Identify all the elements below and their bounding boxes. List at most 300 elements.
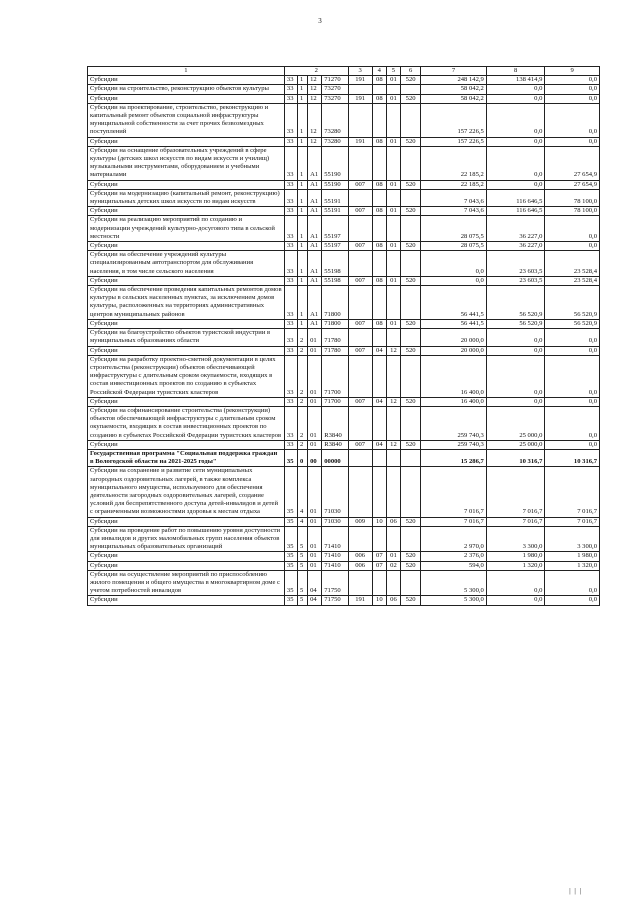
code-direction: 71030 (322, 517, 348, 526)
amount-col8: 0,0 (486, 180, 545, 189)
code-direction: 71780 (322, 346, 348, 355)
header-cell: 6 (401, 67, 421, 76)
amount-col7: 594,0 (421, 561, 487, 570)
amount-col9: 23 528,4 (545, 251, 600, 277)
table-row (88, 286, 600, 320)
code-subprogram: 1 (298, 94, 308, 103)
code-section (372, 355, 386, 397)
amount-col9: 1 980,0 (545, 552, 600, 561)
header-cell: 9 (545, 67, 600, 76)
amount-col7: 56 441,5 (421, 286, 487, 320)
code-subsection: 01 (386, 137, 400, 146)
code-subprogram: 1 (298, 103, 308, 137)
code-ministry (348, 355, 372, 397)
row-name: Субсидии на обеспечение учреждений культуры специализированным автотранспортом для обслуживания населения, в том числе сельского населения (88, 251, 285, 277)
row-name: Субсидии (88, 561, 285, 570)
row-name: Субсидии (88, 517, 285, 526)
code-subsection: 02 (386, 561, 400, 570)
code-event: 01 (308, 526, 322, 552)
code-subsection (386, 103, 400, 137)
code-section: 08 (372, 242, 386, 251)
code-section (372, 526, 386, 552)
code-subsection: 01 (386, 319, 400, 328)
amount-col9: 0,0 (545, 596, 600, 605)
code-expense-type: 520 (401, 346, 421, 355)
code-expense-type: 520 (401, 242, 421, 251)
amount-col8: 56 520,9 (486, 286, 545, 320)
code-program: 33 (284, 76, 297, 85)
code-direction: R3840 (322, 406, 348, 440)
amount-col9: 0,0 (545, 355, 600, 397)
code-program: 33 (284, 146, 297, 180)
table-row (88, 561, 600, 570)
code-event: 01 (308, 397, 322, 406)
code-expense-type: 520 (401, 207, 421, 216)
amount-col7: 0,0 (421, 276, 487, 285)
amount-col9: 0,0 (545, 440, 600, 449)
code-ministry (348, 189, 372, 206)
amount-col8: 25 000,0 (486, 440, 545, 449)
code-subsection (386, 570, 400, 596)
table-row (88, 180, 600, 189)
table-row (88, 76, 600, 85)
code-section: 08 (372, 319, 386, 328)
table-row (88, 137, 600, 146)
code-expense-type (401, 355, 421, 397)
table-row (88, 397, 600, 406)
code-ministry: 191 (348, 137, 372, 146)
code-section (372, 146, 386, 180)
code-event: 12 (308, 137, 322, 146)
amount-col7: 28 075,5 (421, 216, 487, 242)
table-row (88, 319, 600, 328)
row-name: Субсидии (88, 242, 285, 251)
code-subprogram: 4 (298, 467, 308, 517)
code-subprogram: 1 (298, 180, 308, 189)
table-row (88, 596, 600, 605)
code-expense-type: 520 (401, 552, 421, 561)
code-expense-type: 520 (401, 440, 421, 449)
code-section (372, 286, 386, 320)
code-event: 12 (308, 85, 322, 94)
code-direction: 71800 (322, 319, 348, 328)
amount-col8: 0,0 (486, 137, 545, 146)
code-expense-type: 520 (401, 76, 421, 85)
code-ministry: 006 (348, 561, 372, 570)
code-event: A1 (308, 146, 322, 180)
code-program: 33 (284, 319, 297, 328)
code-direction: 71780 (322, 329, 348, 346)
amount-col7: 157 226,5 (421, 103, 487, 137)
code-ministry (348, 103, 372, 137)
code-subsection: 01 (386, 552, 400, 561)
code-section (372, 85, 386, 94)
code-program: 33 (284, 189, 297, 206)
code-program: 35 (284, 561, 297, 570)
code-program: 35 (284, 467, 297, 517)
row-name: Субсидии на реализацию мероприятий по созданию и модернизации учреждений культурно-досугового типа в сельской местности (88, 216, 285, 242)
code-expense-type: 520 (401, 517, 421, 526)
code-section: 07 (372, 561, 386, 570)
amount-col9: 56 520,9 (545, 286, 600, 320)
row-name: Государственная программа "Социальная поддержка граждан в Вологодской области на 2021-2025 годы" (88, 449, 285, 466)
code-event: 04 (308, 596, 322, 605)
code-section: 08 (372, 137, 386, 146)
code-section: 08 (372, 76, 386, 85)
code-ministry: 007 (348, 346, 372, 355)
code-subprogram: 1 (298, 146, 308, 180)
row-name: Субсидии (88, 180, 285, 189)
amount-col7: 248 142,9 (421, 76, 487, 85)
code-subprogram: 2 (298, 397, 308, 406)
code-program: 33 (284, 355, 297, 397)
code-event: A1 (308, 189, 322, 206)
code-program: 35 (284, 517, 297, 526)
code-subprogram: 1 (298, 251, 308, 277)
row-name: Субсидии на проведение работ по повышению уровня доступности для инвалидов и других маломобильных групп населения объектов муниципальных образовательных организаций (88, 526, 285, 552)
amount-col8: 10 316,7 (486, 449, 545, 466)
code-ministry: 007 (348, 180, 372, 189)
table-row (88, 440, 600, 449)
amount-col8: 1 980,0 (486, 552, 545, 561)
code-event: 01 (308, 517, 322, 526)
table-row (88, 94, 600, 103)
row-name: Субсидии (88, 207, 285, 216)
code-subsection: 12 (386, 440, 400, 449)
code-section: 10 (372, 596, 386, 605)
table-row (88, 242, 600, 251)
amount-col8: 116 646,5 (486, 207, 545, 216)
code-direction: 71410 (322, 552, 348, 561)
row-name: Субсидии (88, 397, 285, 406)
code-event: A1 (308, 286, 322, 320)
row-name: Субсидии на строительство, реконструкцию объектов культуры (88, 85, 285, 94)
code-subprogram: 2 (298, 440, 308, 449)
code-program: 33 (284, 276, 297, 285)
code-subsection (386, 467, 400, 517)
code-subsection (386, 85, 400, 94)
code-section: 10 (372, 517, 386, 526)
code-direction: 71750 (322, 596, 348, 605)
code-subprogram: 1 (298, 189, 308, 206)
code-subprogram: 5 (298, 526, 308, 552)
amount-col7: 2 970,0 (421, 526, 487, 552)
table-row (88, 85, 600, 94)
table-row (88, 189, 600, 206)
code-subprogram: 1 (298, 207, 308, 216)
code-event: 01 (308, 467, 322, 517)
amount-col8: 56 520,9 (486, 319, 545, 328)
code-expense-type (401, 85, 421, 94)
amount-col9: 23 528,4 (545, 276, 600, 285)
row-name: Субсидии (88, 76, 285, 85)
code-direction: 73280 (322, 137, 348, 146)
code-subprogram: 5 (298, 552, 308, 561)
row-name: Субсидии (88, 346, 285, 355)
code-ministry: 009 (348, 517, 372, 526)
code-subsection: 01 (386, 242, 400, 251)
code-expense-type (401, 189, 421, 206)
row-name: Субсидии (88, 319, 285, 328)
row-name: Субсидии на софинансирование строительства (реконструкции) объектов обеспечивающей инфраструктуры с длительным сроком окупаемости, входящих в состав инвестиционных проектов по созданию в субъектах Российской Федерации туристских кластеров (88, 406, 285, 440)
code-subsection: 01 (386, 180, 400, 189)
amount-col7: 22 185,2 (421, 180, 487, 189)
code-expense-type (401, 286, 421, 320)
amount-col9: 0,0 (545, 103, 600, 137)
code-subprogram: 1 (298, 216, 308, 242)
amount-col7: 157 226,5 (421, 137, 487, 146)
code-subprogram: 1 (298, 85, 308, 94)
code-subprogram: 1 (298, 286, 308, 320)
code-section (372, 216, 386, 242)
code-ministry: 007 (348, 207, 372, 216)
header-cell: 4 (372, 67, 386, 76)
code-section (372, 251, 386, 277)
code-ministry: 191 (348, 596, 372, 605)
table-row (88, 355, 600, 397)
code-ministry (348, 526, 372, 552)
code-ministry (348, 251, 372, 277)
amount-col9: 0,0 (545, 242, 600, 251)
code-section: 08 (372, 180, 386, 189)
budget-table (87, 66, 600, 606)
code-program: 33 (284, 207, 297, 216)
code-section: 04 (372, 346, 386, 355)
amount-col7: 16 400,0 (421, 397, 487, 406)
code-expense-type: 520 (401, 94, 421, 103)
amount-col9: 0,0 (545, 94, 600, 103)
table-row (88, 146, 600, 180)
code-direction: 73280 (322, 103, 348, 137)
code-subsection: 01 (386, 276, 400, 285)
code-subprogram: 1 (298, 319, 308, 328)
code-event: 12 (308, 76, 322, 85)
row-name: Субсидии на сохранение и развитие сети муниципальных загородных оздоровительных лагерей, в также комплекса муниципального имущества, используемого для обеспечения деятельности загородных оздоровительных лагерей, создание условий для беспрепятственного доступа детей-инвалидов и детей с ограниченными возможностями здоровья к местам отдыха (88, 467, 285, 517)
code-ministry: 006 (348, 552, 372, 561)
amount-col8: 7 016,7 (486, 517, 545, 526)
code-ministry (348, 216, 372, 242)
code-subsection (386, 189, 400, 206)
header-cell: 1 (88, 67, 285, 76)
code-subprogram: 5 (298, 570, 308, 596)
amount-col9: 1 320,0 (545, 561, 600, 570)
row-name: Субсидии на проектирование, строительство, реконструкцию и капитальный ремонт объектов социальной инфраструктуры муниципальной собственности за счет прочих безвозмездных поступлений (88, 103, 285, 137)
code-expense-type: 520 (401, 137, 421, 146)
code-direction: 00000 (322, 449, 348, 466)
amount-col7: 28 075,5 (421, 242, 487, 251)
amount-col8: 0,0 (486, 397, 545, 406)
amount-col8: 23 603,5 (486, 276, 545, 285)
code-direction: 71410 (322, 526, 348, 552)
code-event: A1 (308, 251, 322, 277)
amount-col7: 2 376,0 (421, 552, 487, 561)
code-expense-type (401, 467, 421, 517)
code-subsection: 01 (386, 94, 400, 103)
code-subprogram: 0 (298, 449, 308, 466)
code-subsection (386, 526, 400, 552)
code-subprogram: 2 (298, 346, 308, 355)
amount-col9: 10 316,7 (545, 449, 600, 466)
code-ministry: 007 (348, 242, 372, 251)
code-ministry: 007 (348, 397, 372, 406)
amount-col9: 7 016,7 (545, 467, 600, 517)
table-row (88, 552, 600, 561)
code-expense-type: 520 (401, 561, 421, 570)
code-expense-type: 520 (401, 397, 421, 406)
code-direction: 55198 (322, 251, 348, 277)
code-event: A1 (308, 319, 322, 328)
code-subsection: 06 (386, 596, 400, 605)
code-event: A1 (308, 180, 322, 189)
amount-col9: 0,0 (545, 137, 600, 146)
code-ministry (348, 406, 372, 440)
amount-col8: 25 000,0 (486, 406, 545, 440)
code-direction: 71410 (322, 561, 348, 570)
code-program: 33 (284, 346, 297, 355)
code-ministry (348, 85, 372, 94)
amount-col7: 259 740,3 (421, 440, 487, 449)
header-cell: 3 (348, 67, 372, 76)
bottom-page-mark: | | | (569, 887, 582, 895)
amount-col9: 3 300,0 (545, 526, 600, 552)
amount-col9: 0,0 (545, 216, 600, 242)
code-section (372, 329, 386, 346)
code-event: A1 (308, 276, 322, 285)
code-ministry (348, 449, 372, 466)
amount-col8: 1 320,0 (486, 561, 545, 570)
table-header-row (88, 67, 600, 76)
amount-col9: 56 520,9 (545, 319, 600, 328)
code-direction: 71030 (322, 467, 348, 517)
amount-col8: 138 414,9 (486, 76, 545, 85)
code-expense-type (401, 526, 421, 552)
table-row (88, 517, 600, 526)
code-ministry (348, 467, 372, 517)
page-number: 3 (318, 17, 322, 25)
code-event: 01 (308, 406, 322, 440)
code-subsection (386, 216, 400, 242)
code-direction: 55197 (322, 242, 348, 251)
amount-col9: 0,0 (545, 76, 600, 85)
row-name: Субсидии (88, 596, 285, 605)
code-section: 04 (372, 440, 386, 449)
amount-col8: 0,0 (486, 85, 545, 94)
code-event: A1 (308, 216, 322, 242)
code-event: 04 (308, 570, 322, 596)
row-name: Субсидии на модернизацию (капитальный ремонт, реконструкцию) муниципальных детских школ искусств по видам искусств (88, 189, 285, 206)
amount-col8: 0,0 (486, 94, 545, 103)
amount-col7: 7 043,6 (421, 189, 487, 206)
code-direction: 55190 (322, 180, 348, 189)
amount-col8: 0,0 (486, 146, 545, 180)
amount-col7: 7 016,7 (421, 517, 487, 526)
amount-col9: 78 100,0 (545, 207, 600, 216)
amount-col7: 259 740,3 (421, 406, 487, 440)
code-event: 01 (308, 552, 322, 561)
code-expense-type: 520 (401, 276, 421, 285)
table-row (88, 103, 600, 137)
table-row (88, 216, 600, 242)
amount-col9: 0,0 (545, 329, 600, 346)
row-name: Субсидии на осуществление мероприятий по приспособлению жилого помещения и общего имущества в многоквартирном доме с учетом потребностей инвалидов (88, 570, 285, 596)
code-direction: 55190 (322, 146, 348, 180)
code-expense-type (401, 216, 421, 242)
code-expense-type (401, 251, 421, 277)
code-section: 08 (372, 94, 386, 103)
code-program: 35 (284, 570, 297, 596)
row-name: Субсидии (88, 552, 285, 561)
amount-col8: 0,0 (486, 103, 545, 137)
amount-col8: 36 227,0 (486, 242, 545, 251)
row-name: Субсидии (88, 276, 285, 285)
amount-col7: 16 400,0 (421, 355, 487, 397)
code-event: A1 (308, 242, 322, 251)
code-ministry (348, 286, 372, 320)
code-subsection: 01 (386, 76, 400, 85)
table-row (88, 329, 600, 346)
code-subsection: 06 (386, 517, 400, 526)
table-row (88, 207, 600, 216)
amount-col7: 58 042,2 (421, 85, 487, 94)
row-name: Субсидии на оснащение образовательных учреждений в сфере культуры (детских школ искусств по видам искусств и училищ) музыкальными инструментами, оборудованием и учебными материалами (88, 146, 285, 180)
code-event: 00 (308, 449, 322, 466)
code-expense-type (401, 146, 421, 180)
amount-col8: 23 603,5 (486, 251, 545, 277)
code-program: 35 (284, 449, 297, 466)
code-ministry: 191 (348, 94, 372, 103)
code-subprogram: 1 (298, 137, 308, 146)
code-section (372, 467, 386, 517)
row-name: Субсидии на разработку проектно-сметной документации в целях строительства (реконструкции) объектов обеспечивающей инфраструктуры с длительным сроком окупаемости, входящих в состав инвестиционных проектов по созданию в субъектах Российской Федерации туристских кластеров (88, 355, 285, 397)
code-subsection (386, 146, 400, 180)
code-ministry: 007 (348, 276, 372, 285)
table-row (88, 276, 600, 285)
code-section: 08 (372, 276, 386, 285)
amount-col9: 0,0 (545, 570, 600, 596)
code-program: 33 (284, 85, 297, 94)
code-direction: 73270 (322, 94, 348, 103)
code-program: 33 (284, 103, 297, 137)
code-subprogram: 2 (298, 355, 308, 397)
code-ministry (348, 329, 372, 346)
code-program: 35 (284, 526, 297, 552)
amount-col7: 58 042,2 (421, 94, 487, 103)
code-program: 33 (284, 137, 297, 146)
amount-col9: 27 654,9 (545, 146, 600, 180)
code-subsection (386, 329, 400, 346)
amount-col8: 0,0 (486, 329, 545, 346)
header-cell: 5 (386, 67, 400, 76)
amount-col7: 20 000,0 (421, 329, 487, 346)
amount-col9: 27 654,9 (545, 180, 600, 189)
code-program: 33 (284, 180, 297, 189)
amount-col7: 5 300,0 (421, 570, 487, 596)
code-program: 33 (284, 251, 297, 277)
code-program: 33 (284, 216, 297, 242)
code-section (372, 189, 386, 206)
code-subprogram: 1 (298, 242, 308, 251)
code-direction: 71270 (322, 76, 348, 85)
amount-col9: 7 016,7 (545, 517, 600, 526)
header-cell: 7 (421, 67, 487, 76)
code-event: 01 (308, 440, 322, 449)
code-program: 33 (284, 242, 297, 251)
code-subprogram: 5 (298, 596, 308, 605)
code-subsection (386, 406, 400, 440)
code-expense-type (401, 103, 421, 137)
code-subprogram: 2 (298, 329, 308, 346)
amount-col9: 78 100,0 (545, 189, 600, 206)
